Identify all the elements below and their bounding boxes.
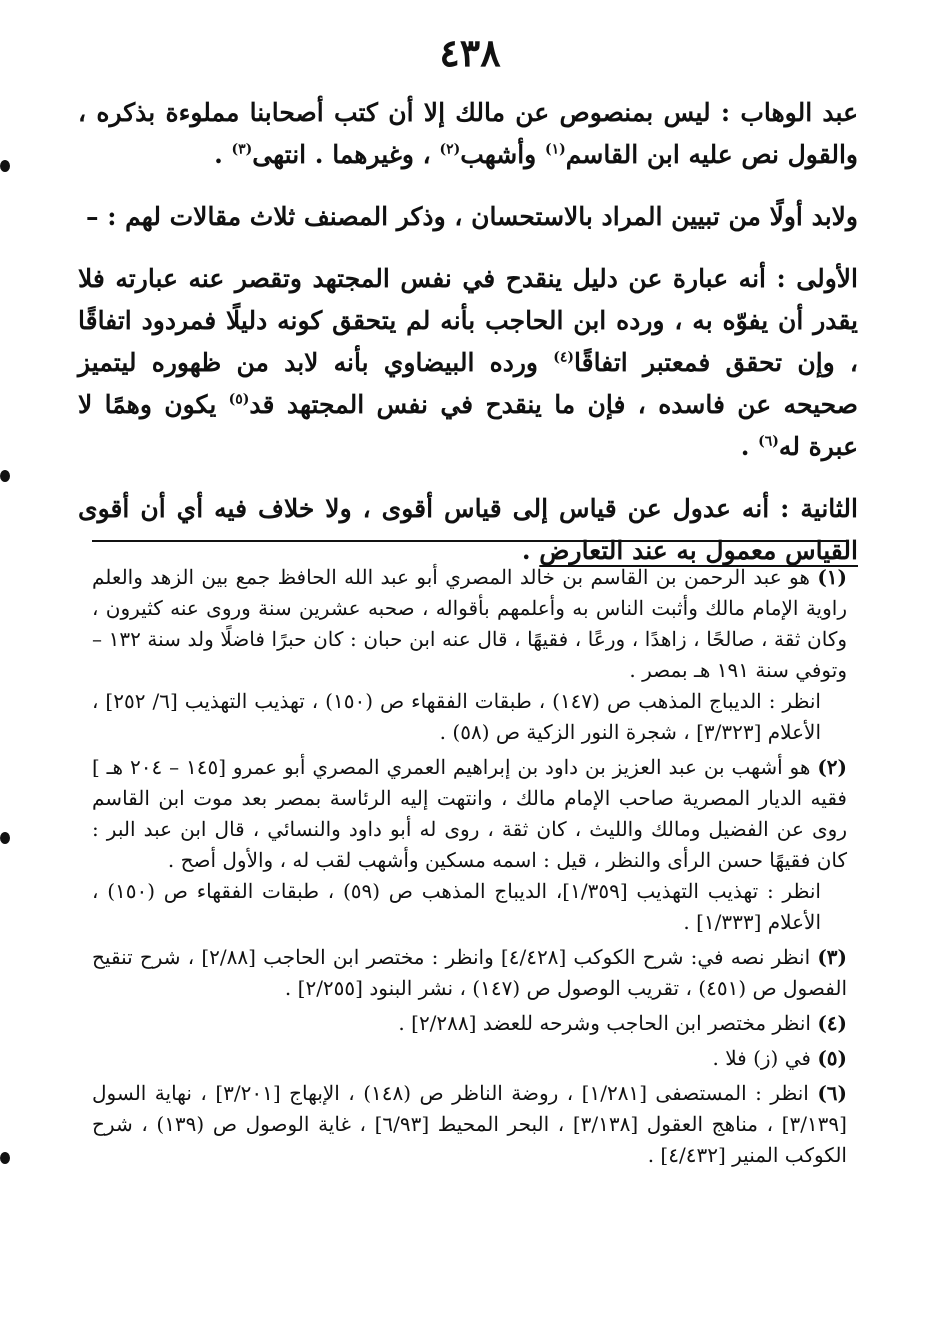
footnote-ref: (١) (544, 141, 566, 158)
footnote-text: هو أشهب بن عبد العزيز بن داود بن إبراهيم العمري المصري أبو عمرو [١٤٥ – ٢٠٤ هـ ] فقيه الديار المصرية صاحب الإمام مالك ، وانتهت إليه الرئاسة بمصر بعد موت ابن القاسم روى عن الفضيل ومالك والليث ، كان ثقة ، روى له أبو داود والنسائي ، قال ابن عبد البر : كان فقيهًا حسن الرأى والنظر ، قيل : اسمه مسكين وأشهب لقب له ، والأول أصح . (92, 755, 847, 872)
text-run: ورده البيضاوي بأنه لابد من ظهوره ليتميز صحيحه عن فاسده ، فإن ما ينقدح في نفس المجتهد قد (78, 348, 859, 419)
footnote-6 (92, 1078, 847, 1171)
footnote-ref: (٢) (439, 141, 461, 158)
text-run: عبد الوهاب : ليس بمنصوص عن مالك إلا أن كتب أصحابنا مملوءة بذكره ، والقول نص عليه ابن القاسم (78, 98, 858, 169)
footnote-4 (92, 1008, 847, 1039)
paragraph (78, 258, 858, 468)
page-number: ٤٣٨ (439, 30, 501, 75)
footnote-separator (92, 540, 847, 542)
footnote-text: في (ز) فلا . (712, 1046, 811, 1070)
footnote-number: (٥) (817, 1046, 847, 1070)
text-run: . (740, 432, 759, 461)
footnote-5 (92, 1043, 847, 1074)
footnote-number: (٣) (817, 945, 847, 969)
footnote-text: انظر مختصر ابن الحاجب وشرحه للعضد [٢/٢٨٨] . (398, 1011, 811, 1035)
footnote-number: (١) (817, 565, 847, 589)
footnote-ref: (٤) (553, 349, 574, 366)
paragraph (78, 196, 858, 238)
text-run: ، وغيرهما . انتهى (252, 140, 440, 169)
text-run: . (214, 140, 232, 169)
margin-mark (0, 832, 10, 844)
footnote-text: انظر : المستصفى [١/٢٨١] ، روضة الناظر ص (١٤٨) ، الإبهاج [٣/٢٠١] ، نهاية السول [٣/١٣٩] ، مناهج العقول [٣/١٣٨] ، البحر المحيط [٦/٩٣] ، غاية الوصول ص (١٣٩) ، شرح الكوكب المنير [٤/٤٣٢] . (92, 1081, 847, 1167)
paragraph (78, 92, 858, 176)
footnote-text: انظر نصه في: شرح الكوكب [٤/٤٢٨] وانظر : مختصر ابن الحاجب [٢/٨٨] ، شرح تنقيح الفصول ص (٤٥١) ، تقريب الوصول ص (١٤٧) ، نشر البنود [٢/٢٥٥] . (92, 945, 847, 1000)
text-run: . (521, 536, 540, 565)
margin-mark (0, 470, 10, 482)
main-text (78, 92, 858, 572)
footnotes (92, 562, 847, 1175)
margin-mark (0, 1152, 10, 1164)
footnote-source: انظر : تهذيب التهذيب [١/٣٥٩]، الديباج المذهب ص (٥٩) ، طبقات الفقهاء ص (١٥٠) ، الأعلام [١/٣٣٣] . (92, 879, 821, 934)
footnote-1 (92, 562, 847, 748)
footnote-number: (٤) (817, 1011, 847, 1035)
footnote-ref: (٦) (758, 433, 779, 450)
footnote-number: (٢) (817, 755, 848, 779)
footnote-source: انظر : الديباج المذهب ص (١٤٧) ، طبقات الفقهاء ص (١٥٠) ، تهذيب التهذيب [٦/ ٢٥٢] ، الأعلام [٣/٣٢٣] ، شجرة النور الزكية ص (٥٨) . (92, 689, 821, 744)
text-run: الأولى : أنه عبارة عن دليل ينقدح في نفس المجتهد وتقصر عنه عبارته فلا يقدر أن يفوّه به ، ورده ابن الحاجب بأنه لم يتحقق كونه دليلًا فمردود اتفاقًا ، وإن تحقق فمعتبر اتفاقًا (78, 264, 859, 377)
text-run: وأشهب (460, 140, 545, 169)
footnote-ref: (٣) (231, 141, 253, 158)
paragraph (78, 488, 858, 572)
footnote-ref: (٥) (228, 391, 250, 408)
margin-mark (0, 160, 10, 172)
text-run: ولابد أولًا من تبيين المراد بالاستحسان ، وذكر المصنف ثلاث مقالات لهم : – (86, 202, 858, 231)
text-run: يكون وهمًا لا عبرة له (78, 390, 858, 461)
footnote-number: (٦) (817, 1081, 847, 1105)
underlined-text: القياس معمول به عند التعارض (539, 536, 858, 565)
footnote-text: هو عبد الرحمن بن القاسم بن خالد المصري أبو عبد الله الحافظ جمع بين الزهد والعلم راوية الإمام مالك وأثبت الناس به وأعلمهم بأقواله ، صحبه عشرين سنة وروى عنه كثيرون ، وكان ثقة ، صالحًا ، زاهدًا ، ورعًا ، فقيهًا ، قال عنه ابن حبان : كان حبرًا فاضلًا ولد سنة ١٣٢ – وتوفي سنة ١٩١ هـ بمصر . (92, 565, 847, 682)
footnote-3 (92, 942, 847, 1004)
footnote-2 (92, 752, 847, 938)
text-run: الثانية : أنه عدول عن قياس إلى قياس أقوى ، ولا خلاف فيه أي أن أقوى (78, 494, 858, 523)
